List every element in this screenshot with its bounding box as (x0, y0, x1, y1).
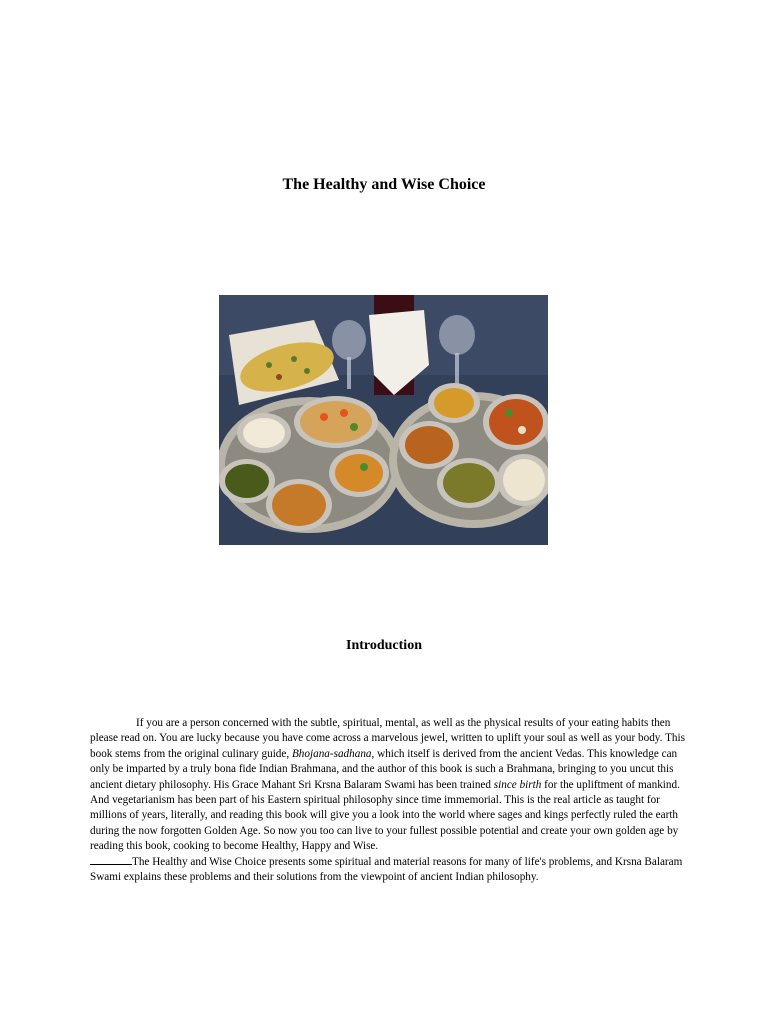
paragraph-italic-phrase: since birth (493, 778, 542, 791)
underline-indent (90, 855, 132, 865)
paragraph-text-part2: , which itself is derived from the ancient Vedas. This knowledge can only be imparted by a truly bona fide Indian Brahmana, and the author of this book is such a Brahmana, bringing to you uncut this ancient dietary philosophy. His Grace Mahant Sri Krsna Balaram Swami has been trained (90, 747, 678, 791)
indian-thali-meal-photo (219, 295, 548, 545)
intro-paragraph (90, 716, 688, 855)
body-text (90, 716, 688, 885)
paragraph-text-part1: If you are a person concerned with the subtle, spiritual, mental, as well as the physical results of your eating habits then please read on. You are lucky because you have come across a marvelous jewel, written to uplift your soul as well as your body. This book stems from the original culinary guide, (90, 717, 685, 760)
meal-photo-illustration (219, 295, 548, 545)
section-heading: Introduction (346, 638, 422, 653)
paragraph-italic-title: Bhojana-sadhana (291, 747, 372, 760)
second-paragraph-text: The Healthy and Wise Choice presents some spiritual and material reasons for many of life's problems, and Krsna Balaram Swami explains these problems and their solutions from the viewpoint of ancient Indian philosophy. (90, 855, 683, 884)
second-paragraph (90, 855, 688, 886)
paragraph-text-part3: for the upliftment of mankind. And vegetarianism has been part of his Eastern spiritual philosophy since time immemorial. This is the real article as taught for millions of years, literally, and reading this book will give you a look into the world where sages and kings perfectly ruled the earth during the now forgotten Golden Age. So now you too can live to your fullest possible potential and create your own golden age by reading this book, cooking to become Healthy, Happy and Wise. (90, 778, 680, 853)
page-title: The Healthy and Wise Choice (282, 176, 486, 193)
